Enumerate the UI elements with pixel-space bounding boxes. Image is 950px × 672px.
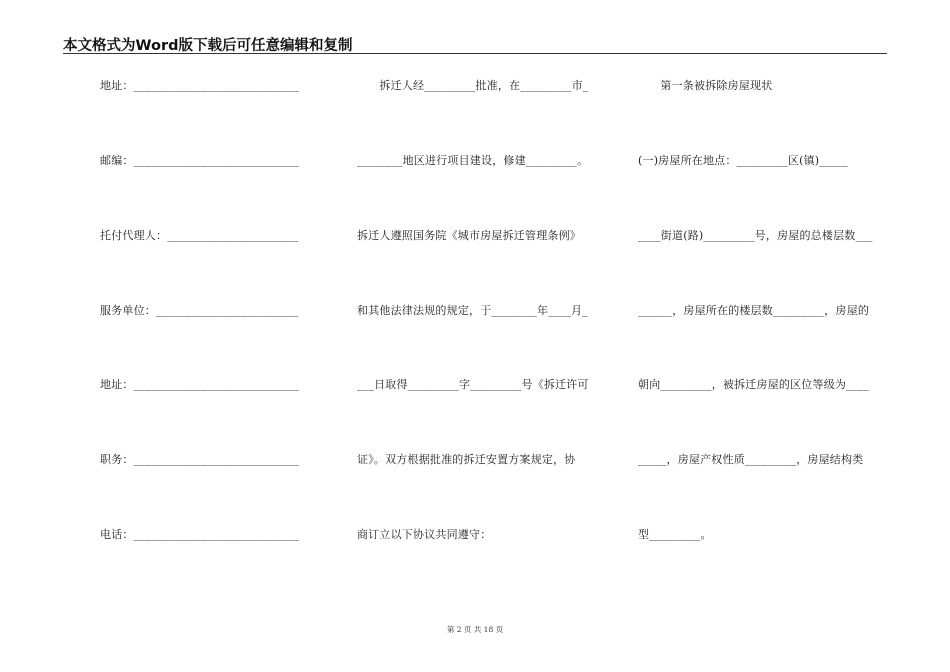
left-line-postcode: 邮编：_____________________________ <box>100 154 299 167</box>
middle-line-4: 和其他法律法规的规定，于________年____月_ <box>357 304 588 317</box>
right-line-article-title: 第一条被拆除房屋现状 <box>638 79 773 92</box>
right-line-3: ____街道(路)_________号，房屋的总楼层数___ <box>638 229 873 242</box>
right-line-2: (一)房屋所在地点：_________区(镇)_____ <box>638 154 848 167</box>
left-line-phone: 电话：_____________________________ <box>100 528 299 541</box>
middle-line-1: 拆迁人经_________批准，在_________市_ <box>357 79 589 92</box>
middle-line-6: 证》。双方根据批准的拆迁安置方案规定，协 <box>357 453 576 466</box>
right-line-4: ______，房屋所在的楼层数_________，房屋的 <box>638 304 870 317</box>
left-line-agent: 托付代理人：_______________________ <box>100 229 299 242</box>
left-line-employer: 服务单位：_________________________ <box>100 304 299 317</box>
header-title: 本文格式为Word版下载后可任意编辑和复制 <box>63 38 353 54</box>
right-line-5: 朝向_________，被拆迁房屋的区位等级为____ <box>638 378 869 391</box>
page-header <box>63 31 887 54</box>
left-line-address: 地址：_____________________________ <box>100 79 299 92</box>
middle-line-3: 拆迁人遵照国务院《城市房屋拆迁管理条例》 <box>357 229 581 242</box>
left-line-position: 职务：_____________________________ <box>100 453 299 466</box>
left-line-address-2: 地址：_____________________________ <box>100 378 299 391</box>
middle-line-7: 商订立以下协议共同遵守： <box>357 528 492 541</box>
right-line-7: 型_________。 <box>638 528 712 541</box>
middle-line-5: ___日取得_________字_________号《拆迁许可 <box>357 378 589 391</box>
middle-line-2: ________地区进行项目建设，修建_________。 <box>357 154 589 167</box>
right-line-6: _____，房屋产权性质_________，房屋结构类 <box>638 453 864 466</box>
page-number-footer: 第 2 页 共 18 页 <box>446 625 504 634</box>
